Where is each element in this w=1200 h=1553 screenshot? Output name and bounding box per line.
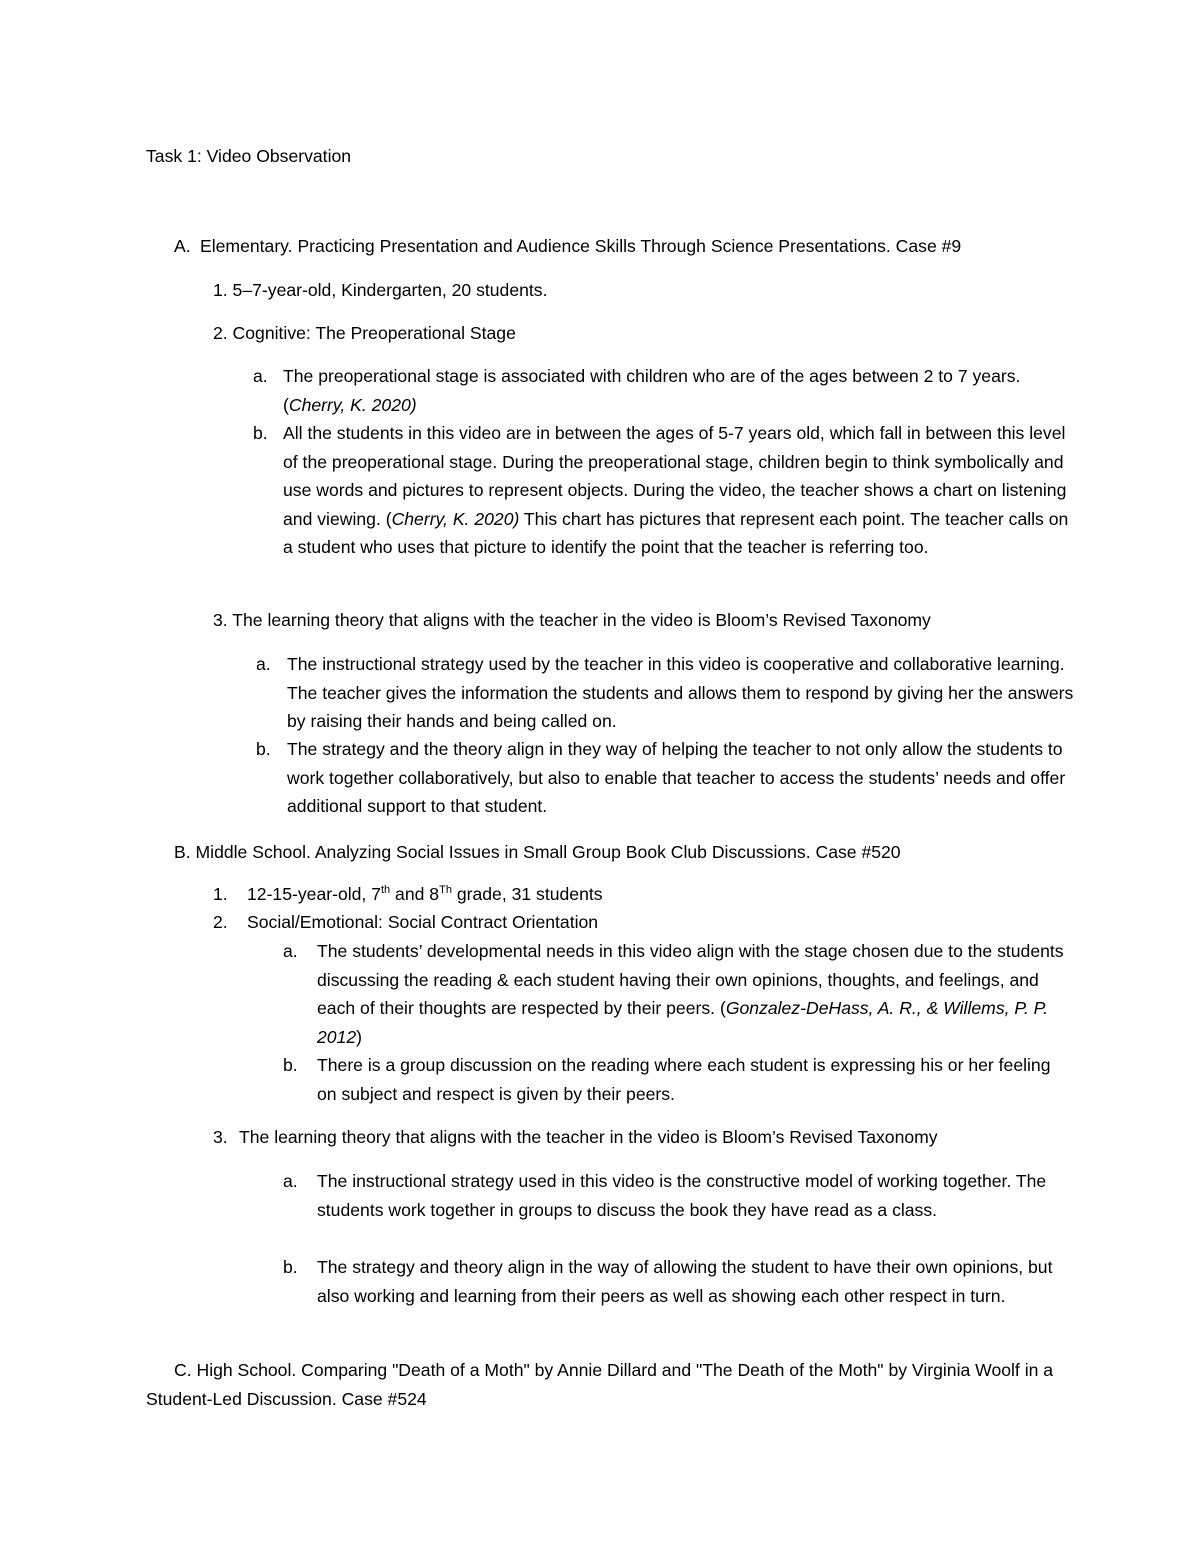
section-b-heading: B. Middle School. Analyzing Social Issues in Small Group Book Club Discussions. Case #520 bbox=[174, 842, 901, 862]
section-a-label: A. bbox=[174, 236, 191, 256]
section-b-item-2a-text: The students’ developmental needs in this video align with the stage chosen due to the students discussing the reading & each student having their own opinions, thoughts, and feelings, and each of their thoughts are respected by their peers. ( bbox=[317, 941, 1064, 1018]
section-b-item-1-text-mid: and 8 bbox=[390, 884, 440, 904]
section-a-heading: Elementary. Practicing Presentation and Audience Skills Through Science Presentations. Case #9 bbox=[200, 236, 962, 256]
section-a-item-2a bbox=[283, 362, 1073, 419]
section-b-item-1-text-end: grade, 31 students bbox=[451, 884, 603, 904]
section-a-item-2b bbox=[283, 419, 1073, 562]
citation: Cherry, K. 2020) bbox=[288, 394, 417, 415]
section-b-item-3a-label: a. bbox=[283, 1171, 298, 1191]
section-b-item-3b-label: b. bbox=[283, 1257, 298, 1277]
superscript: th bbox=[380, 884, 391, 897]
section-a-item-2: 2. Cognitive: The Preoperational Stage bbox=[213, 323, 516, 343]
section-b-item-2a bbox=[317, 937, 1072, 1051]
section-b-item-2b: There is a group discussion on the reading where each student is expressing his or her feeling on subject and respect is given by their peers. bbox=[317, 1055, 1051, 1104]
section-b-item-1-label: 1. bbox=[213, 884, 228, 904]
section-b-item-2b-label: b. bbox=[283, 1055, 298, 1075]
section-b-item-2-label: 2. bbox=[213, 912, 228, 932]
document-title: Task 1: Video Observation bbox=[146, 146, 352, 166]
section-b-item-3a: The instructional strategy used in this video is the constructive model of working together. The students work together in groups to discuss the book they have read as a class. bbox=[317, 1171, 1047, 1220]
section-b-item-2a-label: a. bbox=[283, 941, 298, 961]
section-a-item-2b-text-cont: This chart has pictures that represent each point. The teacher calls on a student who uses that picture to identify the point that the teacher is referring too. bbox=[283, 508, 1069, 557]
section-b-item-3b: The strategy and theory align in the way of allowing the student to have their own opinions, but also working and learning from their peers as well as showing each other respect in turn. bbox=[317, 1257, 1053, 1306]
section-a-item-2b-text: All the students in this video are in between the ages of 5-7 years old, which fall in between this level of the preoperational stage. During the preoperational stage, children begin to think symbolically and use words and pictures to represent objects. During the video, the teacher shows a chart on listening and viewing. ( bbox=[283, 423, 1067, 529]
section-b-item-2: Social/Emotional: Social Contract Orientation bbox=[247, 912, 599, 932]
section-c-heading: C. High School. Comparing "Death of a Moth" by Annie Dillard and "The Death of the Moth" by Virginia Woolf in a Student-Led Discussion. Case #524 bbox=[146, 1360, 1054, 1409]
section-a-item-2a-label: a. bbox=[253, 366, 268, 386]
section-a-item-3b: The strategy and the theory align in they way of helping the teacher to not only allow the students to work together collaboratively, but also to enable that teacher to access the students’ needs and offer additional support to that student. bbox=[287, 739, 1066, 816]
section-b-item-1-text: 12-15-year-old, 7 bbox=[247, 884, 381, 904]
citation: Gonzalez-DeHass, A. R., & Willems, P. P. 2012 bbox=[317, 998, 1048, 1047]
section-a-item-2b-label: b. bbox=[253, 423, 268, 443]
section-a-item-3: 3. The learning theory that aligns with the teacher in the video is Bloom’s Revised Taxonomy bbox=[213, 610, 931, 630]
section-a-item-3b-label: b. bbox=[256, 739, 271, 759]
section-b-item-1 bbox=[247, 880, 603, 909]
section-a-item-2a-text: The preoperational stage is associated with children who are of the ages between 2 to 7 years. ( bbox=[283, 366, 1021, 415]
section-a-item-3a-label: a. bbox=[256, 654, 271, 674]
citation-close: ) bbox=[356, 1026, 362, 1047]
section-a-item-1: 1. 5–7-year-old, Kindergarten, 20 students. bbox=[213, 280, 548, 300]
section-b-item-3-label: 3. bbox=[213, 1127, 228, 1147]
section-b-item-3: The learning theory that aligns with the teacher in the video is Bloom’s Revised Taxonomy bbox=[239, 1127, 938, 1147]
citation: Cherry, K. 2020) bbox=[391, 508, 520, 529]
section-a-item-3a: The instructional strategy used by the teacher in this video is cooperative and collaborative learning. The teacher gives the information the students and allows them to respond by giving her the answers by raising their hands and being called on. bbox=[287, 654, 1074, 731]
superscript: Th bbox=[439, 884, 452, 897]
